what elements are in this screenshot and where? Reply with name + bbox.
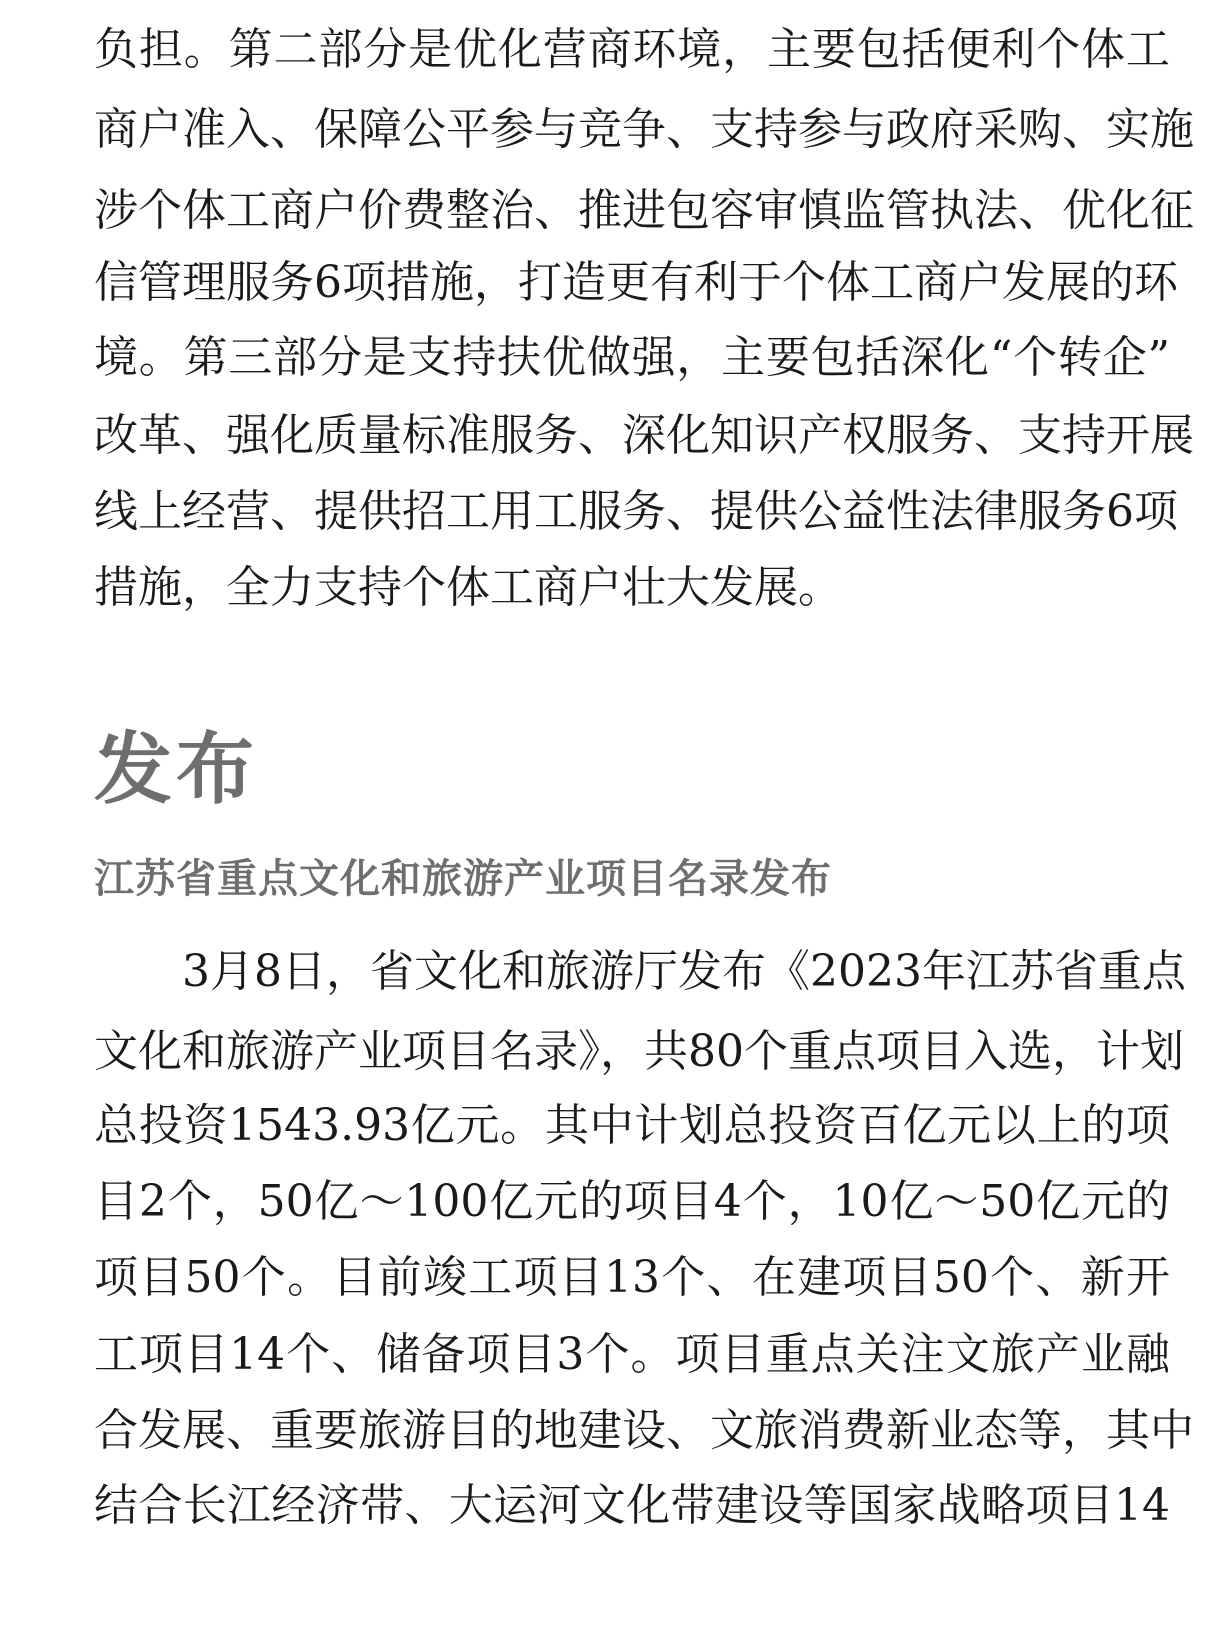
paragraph-line: 涉个体工商户价费整治、推进包容审慎监管执法、优化征	[94, 185, 1194, 236]
paragraph-line: 合发展、重要旅游目的地建设、文旅消费新业态等，其中	[94, 1405, 1194, 1456]
paragraph-line: 3月8日，省文化和旅游厅发布《2023年江苏省重点	[182, 946, 1186, 997]
paragraph-line: 信管理服务6项措施，打造更有利于个体工商户发展的环	[94, 257, 1178, 308]
paragraph-line: 措施，全力支持个体工商户壮大发展。	[94, 562, 842, 613]
paragraph-line: 结合长江经济带、大运河文化带建设等国家战略项目14	[94, 1480, 1170, 1531]
paragraph-line: 改革、强化质量标准服务、深化知识产权服务、支持开展	[94, 410, 1194, 461]
paragraph-line: 文化和旅游产业项目名录》，共80个重点项目入选，计划	[94, 1026, 1184, 1077]
article-title: 江苏省重点文化和旅游产业项目名录发布	[94, 855, 832, 902]
paragraph-line: 总投资1543.93亿元。其中计划总投资百亿元以上的项	[94, 1100, 1170, 1151]
paragraph-line: 目2个，50亿～100亿元的项目4个，10亿～50亿元的	[94, 1176, 1170, 1227]
paragraph-line: 商户准入、保障公平参与竞争、支持参与政府采购、实施	[94, 104, 1194, 155]
paragraph-line: 线上经营、提供招工用工服务、提供公益性法律服务6项	[94, 486, 1178, 537]
paragraph-line: 境。第三部分是支持扶优做强，主要包括深化“个转企”	[94, 332, 1170, 383]
section-heading: 发布	[94, 725, 259, 815]
paragraph-line: 负担。第二部分是优化营商环境，主要包括便利个体工	[94, 24, 1170, 75]
paragraph-line: 项目50个。目前竣工项目13个、在建项目50个、新开	[94, 1252, 1170, 1303]
paragraph-line: 工项目14个、储备项目3个。项目重点关注文旅产业融	[94, 1329, 1170, 1380]
